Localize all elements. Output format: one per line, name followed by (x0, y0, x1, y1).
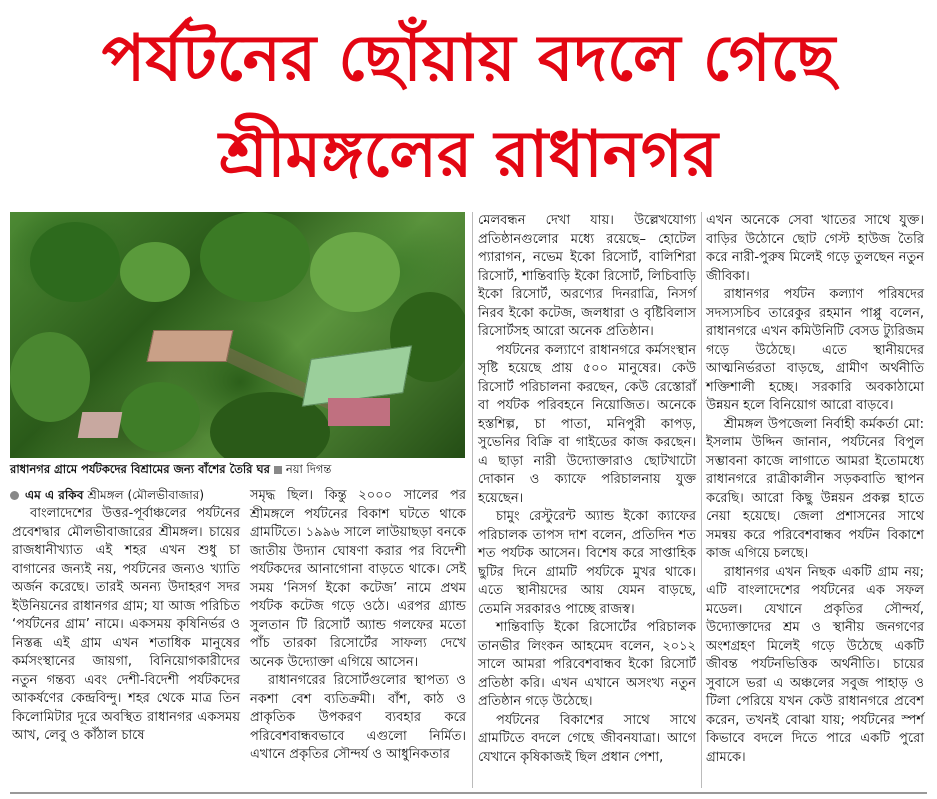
headline-line-1: পর্যটনের ছোঁয়ায় বদলে গেছে (101, 22, 836, 96)
article-photo (10, 212, 465, 458)
column-divider (701, 212, 702, 788)
paragraph: রাধানগরের রিসোর্টগুলোর স্থাপত্য ও নকশা বেশ ব্যতিক্রমী। বাঁশ, কাঠ ও প্রাকৃতিক উপকরণ ব্যবহার করে পরিবেশবান্ধবভাবে এগুলো নির্মিত। এখানে প্রকৃতির সৌন্দর্য ও আধুনিকতার (250, 673, 466, 762)
paragraph: এখন অনেকে সেবা খাতের সাথে যুক্ত। বাড়ির উঠোনে ছোট গেস্ট হাউজ তৈরি করে নারী-পুরুষ মিলেই গড়ে তুলছেন নতুন জীবিকা। (706, 213, 924, 284)
byline (10, 488, 250, 502)
bullet-icon (10, 491, 19, 500)
bottom-rule (10, 792, 927, 794)
square-icon (274, 466, 282, 474)
paragraph: চামুং রেস্টুরেন্ট অ্যান্ড ইকো ক্যাফের পরিচালক তাপস দাশ বলেন, প্রতিদিন শত শত পর্যটক আসেন। বিশেষ করে সাপ্তাহিক ছুটির দিনে গ্রামটি পর্যটকে মুখর থাকে। এতে স্থানীয়দের আয় যেমন বাড়ছে, তেমনি সরকারও পাচ্ছে রাজস্ব। (478, 509, 696, 617)
paragraph: বাংলাদেশের উত্তর-পূর্বাঞ্চলের পর্যটনের প্রবেশদ্বার মৌলভীবাজারের শ্রীমঙ্গল। চায়ের রাজধানীখ্যাত এই শহর এখন শুধু চা বাগানের জন্যই নয়, পর্যটনের জন্যও খ্যাতি অর্জন করেছে। তারই অনন্য উদাহরণ সদর ইউনিয়নের রাধানগর গ্রাম; যা আজ পরিচিত ‘পর্যটনের গ্রাম’ নামে। একসময় কৃষিনির্ভর ও নিস্তব্ধ এই গ্রাম এখন শতাধিক মানুষের কর্মসংস্থানের জায়গা, বিনিয়োগকারীদের নতুন গন্তব্য এবং দেশী-বিদেশী পর্যটকদের আকর্ষণের কেন্দ্রবিন্দু। শহর থেকে মাত্র তিন কিলোমিটার দূরে অবস্থিত রাধানগর একসময় আখ, লেবু ও কাঁঠাল চাষে (12, 506, 240, 743)
article-column-4 (706, 212, 924, 767)
photo-caption (10, 462, 470, 476)
hut-wall (328, 398, 390, 426)
paragraph: শান্তিবাড়ি ইকো রিসোর্টের পরিচালক তানভীর লিংকন আহমেদ বলেন, ২০১২ সালে আমরা পরিবেশবান্ধব ইকো রিসোর্ট প্রতিষ্ঠা করি। এখন এখানে অসংখ্য নতুন প্রতিষ্ঠান গড়ে উঠেছে। (478, 620, 696, 709)
paragraph: রাধানগর এখন নিছক একটি গ্রাম নয়; এটি বাংলাদেশের পর্যটনের এক সফল মডেল। যেখানে প্রকৃতির সৌন্দর্য, উদ্যোক্তাদের শ্রম ও স্থানীয় জনগণের অংশগ্রহণ মিলেই গড়ে উঠেছে একটি জীবন্ত পর্যটনভিত্তিক অর্থনীতি। চায়ের সুবাসে ভরা এ অঞ্চলের সবুজ পাহাড় ও টিলা পেরিয়ে যখন কেউ রাধানগরে প্রবেশ করেন, তখনই বোঝা যায়; পর্যটনের স্পর্শ কিভাবে বদলে দিতে পারে একটি পুরো গ্রামকে। (706, 564, 924, 765)
small-hut-roof (78, 412, 123, 438)
paragraph: সমৃদ্ধ ছিল। কিন্তু ২০০০ সালের পর শ্রীমঙ্গলে পর্যটনের বিকাশ ঘটতে থাকে গ্রামটিতে। ১৯৯৬ সালে লাউয়াছড়া বনকে জাতীয় উদ্যান ঘোষণা করার পর বিদেশী পর্যটকদের আনাগোনা বাড়তে থাকে। সেই সময় ‘নিসর্গ ইকো কটেজ’ নামে প্রথম পর্যটক কটেজ গড়ে ওঠে। এরপর গ্র্যান্ড সুলতান টি রিসোর্ট অ্যান্ড গলফের মতো পাঁচ তারকা রিসোর্টের সাফল্য দেখে অনেক উদ্যোক্তা এগিয়ে আসেন। (250, 488, 466, 670)
bamboo-hut-roof (147, 330, 234, 362)
paragraph: শ্রীমঙ্গল উপজেলা নির্বাহী কর্মকর্তা মো: ইসলাম উদ্দিন জানান, পর্যটনের বিপুল সম্ভাবনা কাজে লাগাতে আমরা ইতোমধ্যে রাধানগরে রাত্রীকালীন সড়কবাতি স্থাপন করেছি। আরো কিছু উন্নয়ন প্রকল্প হাতে নেয়া হয়েছে। জেলা প্রশাসনের সাথে সমন্বয় করে পরিবেশবান্ধব পর্যটন বিকাশে কাজ এগিয়ে চলছে। (706, 416, 924, 561)
paragraph: রাধানগর পর্যটন কল্যাণ পরিষদের সদস্যসচিব তারেকুর রহমান পাপ্পু বলেন, রাধানগরে এখন কমিউনিটি বেসড ট্যুরিজম গড়ে উঠেছে। এতে স্থানীয়দের আত্মনির্ভরতা বাড়ছে, গ্রামীণ অর্থনীতি শক্তিশালী হচ্ছে। সরকারি অবকাঠামো উন্নয়ন হলে বিনিয়োগ আরো বাড়বে। (706, 287, 924, 413)
column-divider (472, 212, 473, 788)
headline-line-2: শ্রীমঙ্গলের রাধানগর (219, 118, 718, 192)
photo-credit: নয়া দিগন্ত (285, 462, 332, 476)
article-column-1 (12, 505, 240, 746)
dateline-location: শ্রীমঙ্গল (মৌলভীবাজার) (87, 488, 205, 502)
article-column-2 (250, 487, 466, 765)
caption-text: রাধানগর গ্রামে পর্যটকদের বিশ্রামের জন্য বাঁশের তৈরি ঘর (10, 462, 270, 476)
paragraph: মেলবন্ধন দেখা যায়। উল্লেখযোগ্য প্রতিষ্ঠানগুলোর মধ্যে রয়েছে– হোটেল প্যারাগন, নভেম ইকো রিসোর্ট, বালিশিরা রিসোর্ট, শান্তিবাড়ি ইকো রিসোর্ট, লিচিবাড়ি ইকো রিসোর্ট, অরণ্যের দিনরাত্রি, নিসর্গ নিরব ইকো কটেজ, জলধারা ও বৃষ্টিবিলাস রিসোর্টসহ আরো অনেক প্রতিষ্ঠান। (478, 213, 696, 339)
article-column-3 (478, 212, 696, 767)
paragraph: পর্যটনের কল্যাণে রাধানগরে কর্মসংস্থান সৃষ্টি হয়েছে প্রায় ৫০০ মানুষের। কেউ রিসোর্ট পরিচালনা করছেন, কেউ রেস্তোরাঁ বা পর্যটক পরিবহনে নিয়োজিত। অনেকে হস্তশিল্প, চা পাতা, মনিপুরী কাপড়, সুভেনির বিক্রি বা গাইডের কাজ করছেন। এ ছাড়া নারী উদ্যোক্তারাও ছোটখাটো দোকান ও ক্যাফে পরিচালনায় যুক্ত হয়েছেন। (478, 342, 696, 506)
author-name: এম এ রকিব (25, 488, 84, 502)
paragraph: পর্যটনের বিকাশের সাথে সাথে গ্রামটিতে বদলে গেছে জীবনযাত্রা। আগে যেখানে কৃষিকাজই ছিল প্রধান পেশা, (478, 712, 696, 765)
